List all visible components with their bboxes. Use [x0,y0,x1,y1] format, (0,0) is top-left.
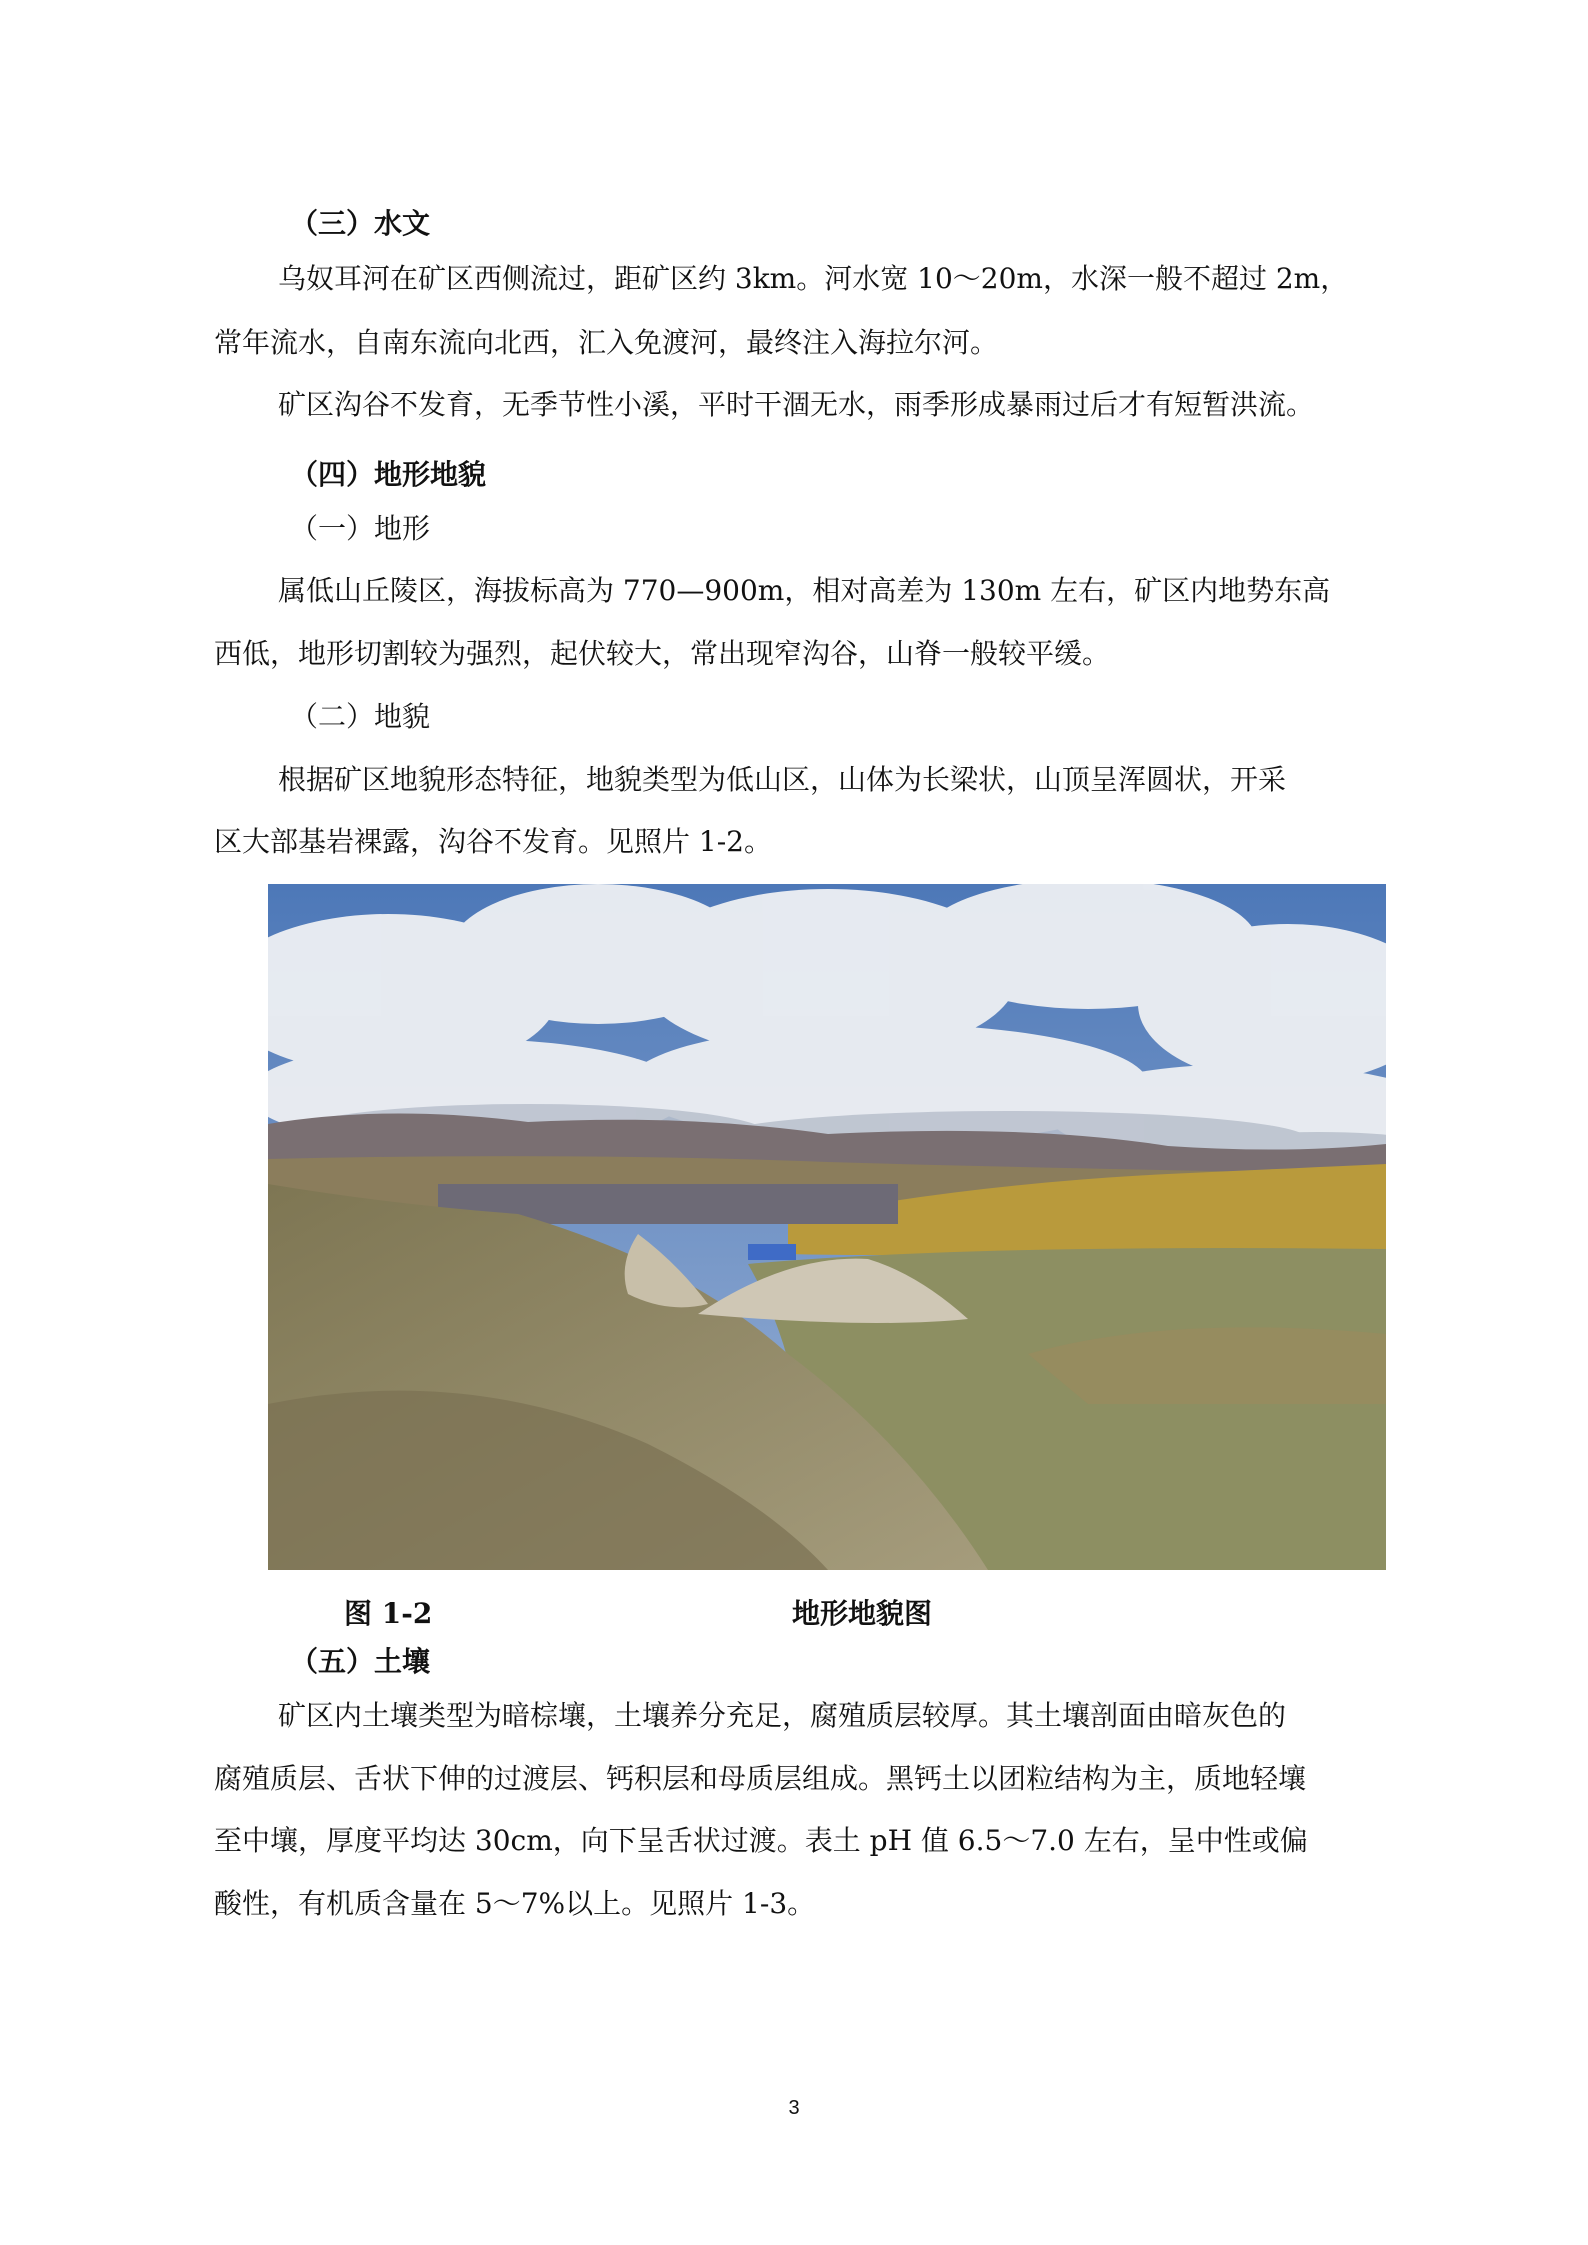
landform-paragraph-line-2: 区大部基岩裸露，沟谷不发育。见照片 1-2。 [214,825,772,858]
soil-paragraph-line-4: 酸性，有机质含量在 5～7%以上。见照片 1-3。 [214,1887,816,1920]
figure-number: 图 1-2 [344,1597,433,1630]
soil-paragraph-line-3: 至中壤，厚度平均达 30cm，向下呈舌状过渡。表土 pH 值 6.5～7.0 左右，呈中性或偏 [214,1824,1308,1857]
section-heading-landform: （四）地形地貌 [290,458,487,491]
landform-photo [268,884,1386,1570]
landscape-image [268,884,1386,1570]
section-heading-hydrology: （三）水文 [290,207,431,240]
page-number: 3 [788,2097,800,2119]
landform-paragraph-line-1: 根据矿区地貌形态特征，地貌类型为低山区，山体为长梁状，山顶呈浑圆状，开采 [278,763,1287,796]
subsection-heading-terrain: （一）地形 [290,512,431,545]
hydrology-paragraph-1-line-1: 乌奴耳河在矿区西侧流过，距矿区约 3km。河水宽 10～20m，水深一般不超过 2m， [278,262,1349,295]
hydrology-paragraph-2: 矿区沟谷不发育，无季节性小溪，平时干涸无水，雨季形成暴雨过后才有短暂洪流。 [278,388,1315,421]
hydrology-paragraph-1-line-2: 常年流水，自南东流向北西，汇入免渡河，最终注入海拉尔河。 [214,326,999,359]
terrain-paragraph-line-2: 西低，地形切割较为强烈，起伏较大，常出现窄沟谷，山脊一般较平缓。 [214,637,1111,670]
terrain-paragraph-line-1: 属低山丘陵区，海拔标高为 770—900m，相对高差为 130m 左右，矿区内地势东高 [278,574,1331,607]
figure-title: 地形地貌图 [792,1597,933,1630]
soil-paragraph-line-1: 矿区内土壤类型为暗棕壤，土壤养分充足，腐殖质层较厚。其土壤剖面由暗灰色的 [278,1699,1287,1732]
subsection-heading-landform: （二）地貌 [290,700,431,733]
section-heading-soil: （五）土壤 [290,1645,431,1678]
soil-paragraph-line-2: 腐殖质层、舌状下伸的过渡层、钙积层和母质层组成。黑钙土以团粒结构为主，质地轻壤 [214,1762,1307,1795]
